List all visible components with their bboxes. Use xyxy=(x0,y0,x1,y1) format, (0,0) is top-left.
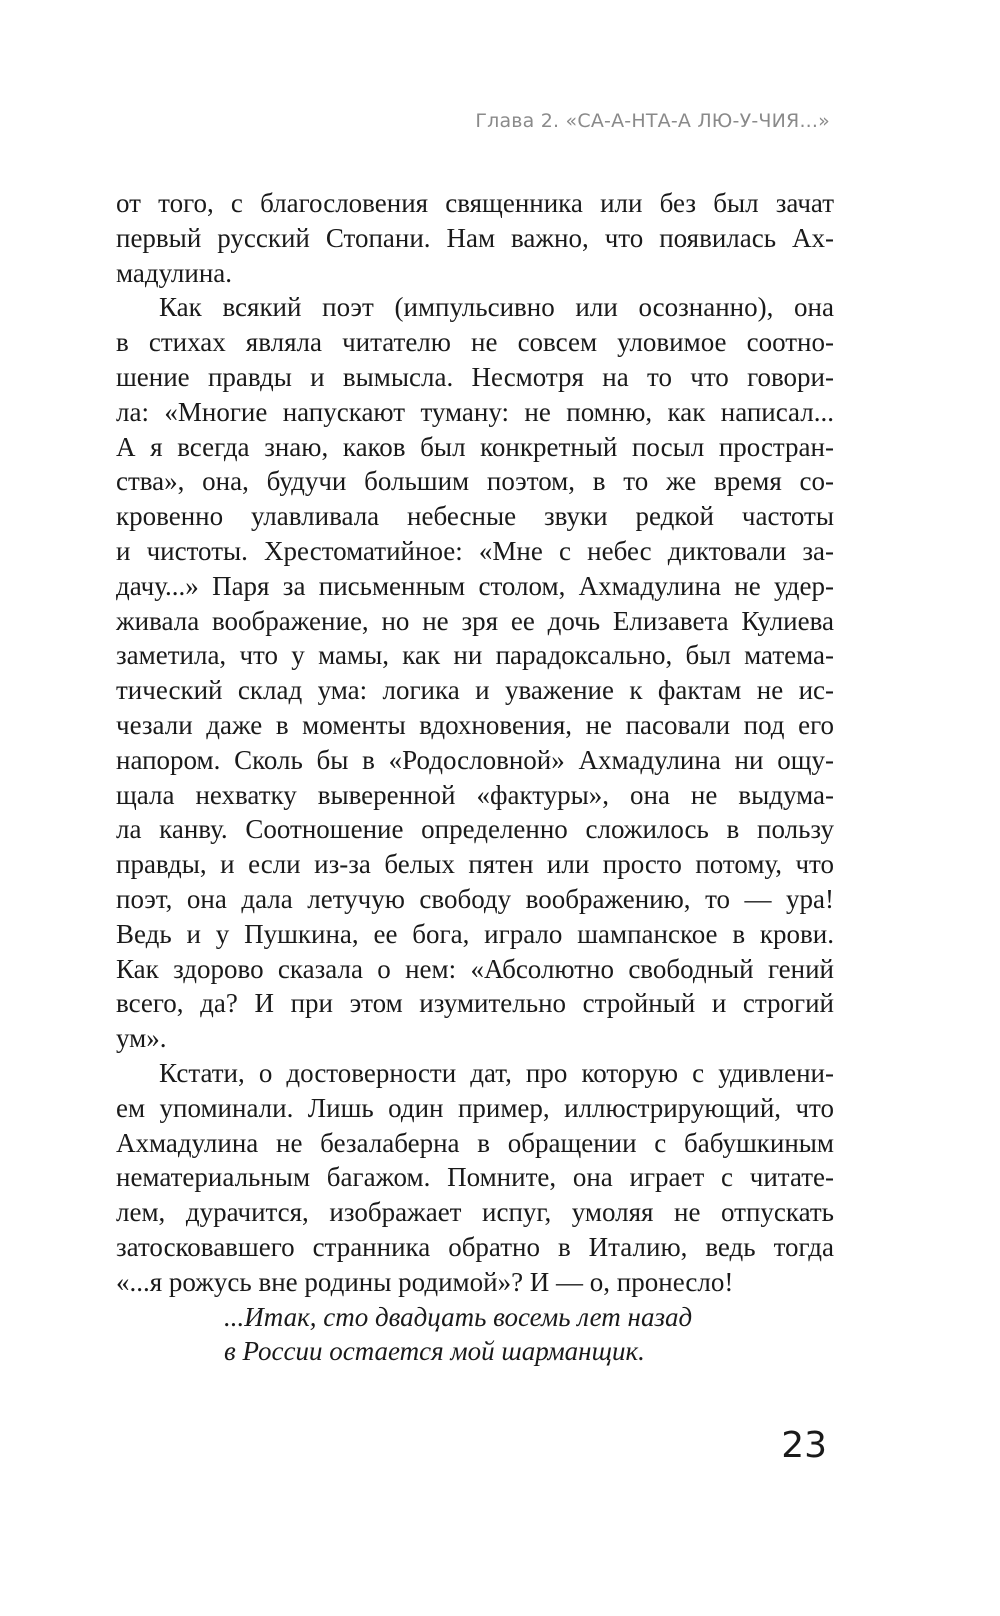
text-line: и чистоты. Хрестоматийное: «Мне с небес диктовали за- xyxy=(116,535,834,566)
text-line: тический склад ума: логика и уважение к фактам не ис- xyxy=(116,675,834,706)
text-line: нематериальным багажом. Помните, она играет с читате- xyxy=(116,1162,834,1193)
text-line: «...я рожусь вне родины родимой»? И — о, пронесло! xyxy=(116,1266,734,1297)
text-line: щала нехватку выверенной «фактуры», она не выдума- xyxy=(116,779,834,810)
text-line: Как всякий поэт (импульсивно или осознанно), она xyxy=(159,292,834,323)
text-line: мадулина. xyxy=(116,257,233,288)
text-line: А я всегда знаю, каков был конкретный посыл простран- xyxy=(116,431,834,462)
paragraph-3 xyxy=(116,1056,834,1300)
verse-line: ...Итак, сто двадцать восемь лет назад xyxy=(224,1301,693,1332)
page-body xyxy=(116,186,834,1369)
verse-line: в России остается мой шарманщик. xyxy=(224,1336,645,1367)
text-line: живала воображение, но не зря ее дочь Елизавета Кулиева xyxy=(116,605,834,636)
text-line: дачу...» Паря за письменным столом, Ахмадулина не удер- xyxy=(116,570,834,601)
text-line: всего, да? И при этом изумительно стройный и строгий xyxy=(116,988,834,1019)
text-line: ем упоминали. Лишь один пример, иллюстрирующий, что xyxy=(116,1092,834,1123)
text-line: от того, с благословения священника или без был зачат xyxy=(116,188,834,218)
verse-quote xyxy=(116,1300,834,1370)
text-line: ства», она, будучи большим поэтом, в то же время со- xyxy=(116,466,834,497)
text-line: кровенно улавливала небесные звуки редкой частоты xyxy=(116,501,834,532)
text-line: Кстати, о достоверности дат, про которую с удивлени- xyxy=(159,1057,834,1088)
text-line: затосковавшего странника обратно в Италию, ведь тогда xyxy=(116,1231,834,1262)
text-line: правды, и если из-за белых пятен или просто потому, что xyxy=(116,849,834,880)
text-line: лем, дурачится, изображает испуг, умоляя не отпускать xyxy=(116,1197,834,1228)
text-line: ум». xyxy=(116,1023,167,1054)
text-line: шение правды и вымысла. Несмотря на то что говори- xyxy=(116,361,834,392)
text-line: поэт, она дала летучую свободу воображению, то — ура! xyxy=(116,883,834,914)
text-line: Ахмадулина не безалаберна в обращении с бабушкиным xyxy=(116,1127,834,1158)
paragraph-1 xyxy=(116,186,834,290)
text-line: ла: «Многие напускают туману: не помню, как написал... xyxy=(116,396,834,427)
text-line: первый русский Стопани. Нам важно, что появилась Ах- xyxy=(116,222,834,253)
text-line: заметила, что у мамы, как ни парадоксально, был матема- xyxy=(116,640,834,671)
text-line: ла канву. Соотношение определенно сложилось в пользу xyxy=(116,814,834,845)
paragraph-2 xyxy=(116,290,834,1056)
running-header: Глава 2. «СА-А-НТА-А ЛЮ-У-ЧИЯ...» xyxy=(475,110,830,132)
text-line: Ведь и у Пушкина, ее бога, играло шампанское в крови. xyxy=(116,918,834,949)
text-line: напором. Сколь бы в «Родословной» Ахмадулина ни ощу- xyxy=(116,744,834,775)
text-line: Как здорово сказала о нем: «Абсолютно свободный гений xyxy=(116,953,834,984)
text-line: чезали даже в моменты вдохновения, не пасовали под его xyxy=(116,709,834,740)
text-line: в стихах являла читателю не совсем уловимое соотно- xyxy=(116,327,834,358)
page-number: 23 xyxy=(781,1425,827,1466)
